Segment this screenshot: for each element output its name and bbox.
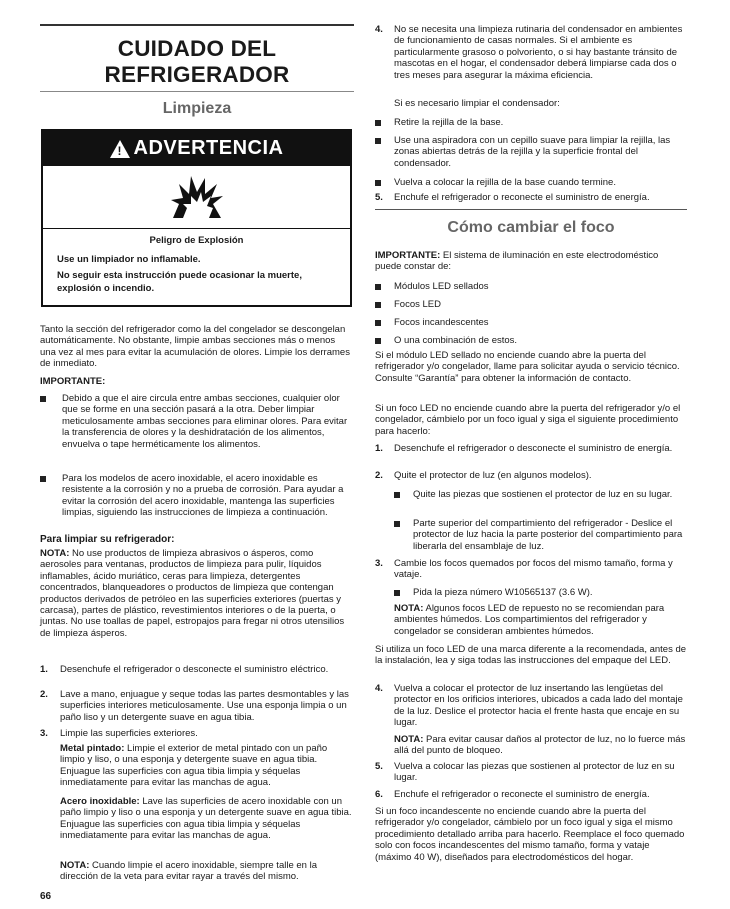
list-item: Vuelva a colocar la rejilla de la base cuando termine. bbox=[375, 177, 687, 188]
divider bbox=[375, 209, 687, 210]
nota-acero-paragraph: NOTA: Cuando limpie el acero inoxidable, siempre talle en la dirección de la veta para evitar rayar a través del mismo. bbox=[60, 860, 317, 883]
paragraph-foco-led: Si un foco LED no enciende cuando abre la puerta del refrigerador y/o el congelador, cámbielo por un foco igual y siga el siguiente procedimiento para hacerlo: bbox=[375, 403, 681, 437]
list-item: Para los modelos de acero inoxidable, el acero inoxidable es resistente a la corrosión y no a prueba de corrosión. Para ayudar a evitar la corrosión del acero inoxidable, mantenga las superficies limpias, siguiendo las instrucciones de limpieza a continuación. bbox=[40, 473, 354, 519]
foco-step-5: 5. Vuelva a colocar las piezas que sostienen al protector de luz en su lugar. bbox=[375, 761, 675, 784]
foco-step-1: 1. Desenchufe el refrigerador o desconecte el suministro de energía. bbox=[375, 443, 673, 454]
step-4-condensador: 4. No se necesita una limpieza rutinaria del condensador en ambientes de funcionamiento de casas normales. Si el ambiente es particularmente grasoso o polvoriento, o si hay bastante tránsito de mascotas en el hogar, el condensador deberá limpiarse cada dos o tres meses para asegurar la máxima eficiencia. bbox=[375, 24, 683, 81]
nota-protector: NOTA: Para evitar causar daños al protector de luz, no lo fuerce más allá del punto de bloqueo. bbox=[394, 734, 686, 757]
list-item: Parte superior del compartimiento del refrigerador - Deslice el protector de luz hacia la parte posterior del compartimiento para liberarla del ensamblaje de luz. bbox=[394, 518, 687, 552]
list-item: Retire la rejilla de la base. bbox=[375, 117, 687, 128]
nota-foco-led: NOTA: Algunos focos LED de repuesto no se recomiendan para ambientes húmedos. Los compartimientos del refrigerador y congelador se consideran ambientes húmedos. bbox=[394, 603, 665, 637]
importante-paragraph: IMPORTANTE: El sistema de iluminación en este electrodoméstico puede constar de: bbox=[375, 250, 659, 273]
warning-line-1: Use un limpiador no inflamable. bbox=[57, 253, 201, 265]
list-item: Módulos LED sellados bbox=[375, 281, 687, 292]
foco-step-3: 3. Cambie los focos quemados por focos del mismo tamaño, forma y vataje. bbox=[375, 558, 673, 581]
subheading: Para limpiar su refrigerador: bbox=[40, 534, 175, 545]
importante-label: IMPORTANTE: bbox=[40, 376, 106, 387]
warning-triangle-icon: ! bbox=[110, 140, 130, 158]
paragraph-otra-marca: Si utiliza un foco LED de una marca diferente a la recomendada, antes de la instalación, lea y siga todas las instrucciones del empaque del LED. bbox=[375, 644, 687, 667]
paragraph-incandescente: Si un foco incandescente no enciende cuando abre la puerta del refrigerador y/o congelador, cámbielo por un foco igual y siga el mismo procedimiento detallado arriba para hacerlo. Reemplace el foco quemado solo con focos incandescentes del mismo tamaño, forma y vataje (máximo 40 W), diseñados para electrodomésticos del hogar. bbox=[375, 806, 685, 863]
top-rule bbox=[40, 24, 354, 26]
step-2: 2. Lave a mano, enjuague y seque todas las partes desmontables y las superficies interiores meticulosamente. Use una esponja limpia o un paño liso y un detergente suave en agua tibia. bbox=[40, 689, 349, 723]
foco-step-6: 6. Enchufe el refrigerador o reconecte el suministro de energía. bbox=[375, 789, 650, 800]
step-1: 1. Desenchufe el refrigerador o desconecte el suministro eléctrico. bbox=[40, 664, 329, 675]
foco-step-4: 4. Vuelva a colocar el protector de luz insertando las lengüetas del protector en los orificios interiores, ubicados a cada lado del montaje de la luz. Deslice el protector hacia el frente hasta que encaje en su lugar. bbox=[375, 683, 683, 729]
acero-inoxidable-paragraph: Acero inoxidable: Lave las superficies de acero inoxidable con un paño limpio y liso o una esponja y un detergente suave en agua tibia. Enjuague las superficies con agua tibia limpia y séquelas inmediatamente para evitar las manchas de agua. bbox=[60, 796, 352, 842]
warning-line-2: No seguir esta instrucción puede ocasionar la muerte, explosión o incendio. bbox=[57, 270, 302, 294]
page-number: 66 bbox=[40, 891, 52, 902]
list-item: Pida la pieza número W10565137 (3.6 W). bbox=[394, 587, 687, 598]
step-5-condensador: 5. Enchufe el refrigerador o reconecte el suministro de energía. bbox=[375, 192, 650, 203]
list-item: Debido a que el aire circula entre ambas secciones, cualquier olor que se forme en una sección pasará a la otra. Deber limpiar meticulosamente ambas secciones para eliminar olores. Para evitar la transferencia de olores y la deshidratación de los alimentos, envuelva o tape herméticamente los alimentos. bbox=[40, 393, 354, 450]
explosion-icon bbox=[43, 166, 350, 228]
list-item: Focos incandescentes bbox=[375, 317, 687, 328]
divider bbox=[40, 91, 354, 92]
section-title-foco: Cómo cambiar el foco bbox=[447, 219, 615, 236]
warning-header: ! ADVERTENCIA bbox=[43, 131, 350, 166]
intro-paragraph: Tanto la sección del refrigerador como la del congelador se descongelan automáticamente. No obstante, limpie ambas secciones más o menos una vez al mes para evitar la acumulación de olores. Limpie los derrames de inmediato. bbox=[40, 324, 350, 370]
step-3: 3. Limpie las superficies exteriores. bbox=[40, 728, 198, 739]
foco-step-2: 2. Quite el protector de luz (en algunos modelos). bbox=[375, 470, 592, 481]
nota-paragraph: NOTA: No use productos de limpieza abrasivos o ásperos, como aerosoles para ventanas, productos de limpieza para pulir, líquidos inflamables, ácido muriático, ceras para limpieza, detergentes concentrados, blanqueadores o productos de limpieza que contengan productos derivados de petróleo en las superficies exteriores (puertas y carcasa), partes de plástico, revestimientos interiores o de la puerta, o juntas. No use toallas de papel, estropajos para fregar ni otros utensilios de limpieza ásperos. bbox=[40, 548, 345, 639]
list-item: Use una aspiradora con un cepillo suave para limpiar la rejilla, las zonas abiertas detrás de la rejilla y la superficie frontal del condensador. bbox=[375, 135, 687, 169]
list-item: Focos LED bbox=[375, 299, 687, 310]
paragraph-led-sellado: Si el módulo LED sellado no enciende cuando abre la puerta del refrigerador y/o congelador, llame para solicitar ayuda o servicio técnico. Consulte “Garantía” para obtener la información de contacto. bbox=[375, 350, 680, 384]
list-item: O una combinación de estos. bbox=[375, 335, 687, 346]
metal-pintado-paragraph: Metal pintado: Limpie el exterior de metal pintado con un paño limpio y liso, o una esponja y detergente suave en agua tibia. Enjuague las superficies con agua tibia limpia y séquelas inmediatamente para evitar las manchas de agua. bbox=[60, 743, 328, 789]
section-title-limpieza: Limpieza bbox=[162, 100, 232, 117]
page-title: CUIDADO DEL REFRIGERADOR bbox=[104, 36, 290, 87]
condensador-intro: Si es necesario limpiar el condensador: bbox=[394, 98, 560, 109]
list-item: Quite las piezas que sostienen el protector de luz en su lugar. bbox=[394, 489, 687, 500]
warning-box bbox=[41, 129, 352, 307]
hazard-title: Peligro de Explosión bbox=[149, 235, 244, 246]
